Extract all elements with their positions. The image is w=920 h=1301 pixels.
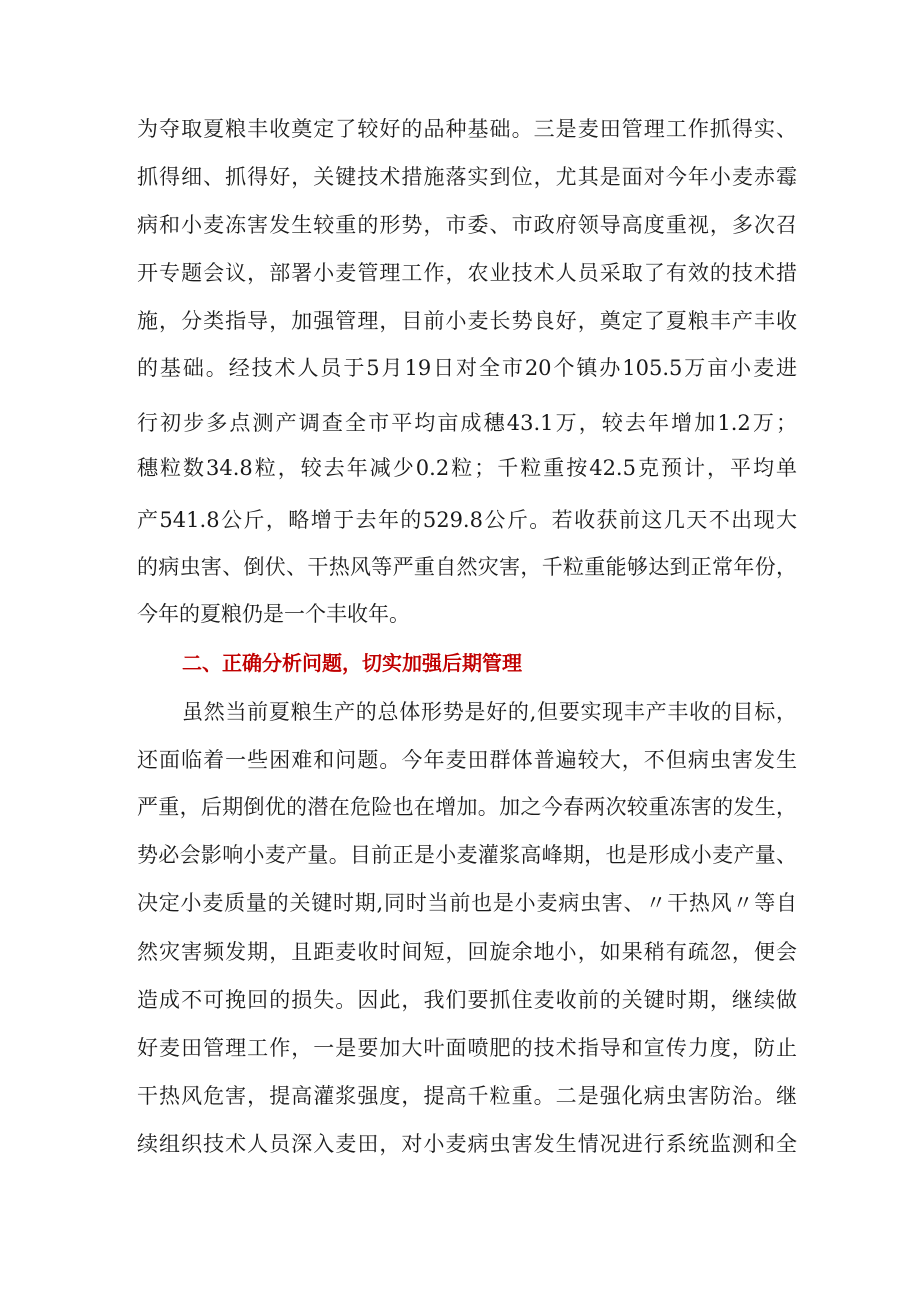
- paragraph-2-line-1: 虽然当前夏粮生产的总体形势是好的,但要实现丰产丰收的目标，: [182, 700, 797, 724]
- paragraph-1-line-3: 病和小麦冻害发生较重的形势，市委、市政府领导高度重视，多次召: [137, 213, 797, 237]
- paragraph-1-line-4: 开专题会议，部署小麦管理工作，农业技术人员采取了有效的技术措: [137, 261, 797, 285]
- paragraph-1-line-1: 为夺取夏粮丰收奠定了较好的品种基础。三是麦田管理工作抓得实、: [137, 117, 797, 141]
- section-heading: 二、正确分析问题，切实加强后期管理: [182, 651, 522, 675]
- paragraph-2-line-3: 严重，后期倒优的潜在危险也在增加。加之今春两次较重冻害的发生，: [137, 795, 797, 819]
- paragraph-1-line-10: 的病虫害、倒伏、干热风等严重自然灾害，千粒重能够达到正常年份，: [137, 555, 797, 579]
- paragraph-1-line-2: 抓得细、抓得好，关键技术措施落实到位，尤其是面对今年小麦赤霉: [137, 165, 797, 189]
- paragraph-2-line-5: 决定小麦质量的关键时期,同时当前也是小麦病虫害、〃干热风〃等自: [137, 891, 797, 915]
- paragraph-1-line-11: 今年的夏粮仍是一个丰收年。: [137, 602, 410, 626]
- paragraph-1-line-7: 行初步多点测产调查全市平均亩成穗43.1万，较去年增加1.2万；: [137, 411, 797, 435]
- paragraph-1-line-8: 穗粒数34.8粒，较去年减少0.2粒；千粒重按42.5克预计，平均单: [137, 456, 797, 480]
- paragraph-2-line-7: 造成不可挽回的损失。因此，我们要抓住麦收前的关键时期，继续做: [137, 988, 797, 1012]
- paragraph-2-line-6: 然灾害频发期，且距麦收时间短，回旋余地小，如果稍有疏忽，便会: [137, 940, 797, 964]
- paragraph-1-line-5: 施，分类指导，加强管理，目前小麦长势良好，奠定了夏粮丰产丰收: [137, 309, 797, 333]
- paragraph-2-line-8: 好麦田管理工作，一是要加大叶面喷肥的技术指导和宣传力度，防止: [137, 1036, 797, 1060]
- paragraph-2-line-2: 还面临着一些困难和问题。今年麦田群体普遍较大，不但病虫害发生: [137, 748, 797, 772]
- paragraph-1-line-9: 产541.8公斤，略增于去年的529.8公斤。若收获前这几天不出现大: [137, 508, 797, 532]
- paragraph-1-line-6: 的基础。经技术人员于5月19日对全市20个镇办105.5万亩小麦进: [137, 356, 797, 380]
- paragraph-2-line-10: 续组织技术人员深入麦田，对小麦病虫害发生情况进行系统监测和全: [137, 1132, 797, 1156]
- paragraph-2-line-4: 势必会影响小麦产量。目前正是小麦灌浆高峰期，也是形成小麦产量、: [137, 843, 797, 867]
- paragraph-2-line-9: 干热风危害，提高灌浆强度，提高千粒重。二是强化病虫害防治。继: [137, 1084, 797, 1108]
